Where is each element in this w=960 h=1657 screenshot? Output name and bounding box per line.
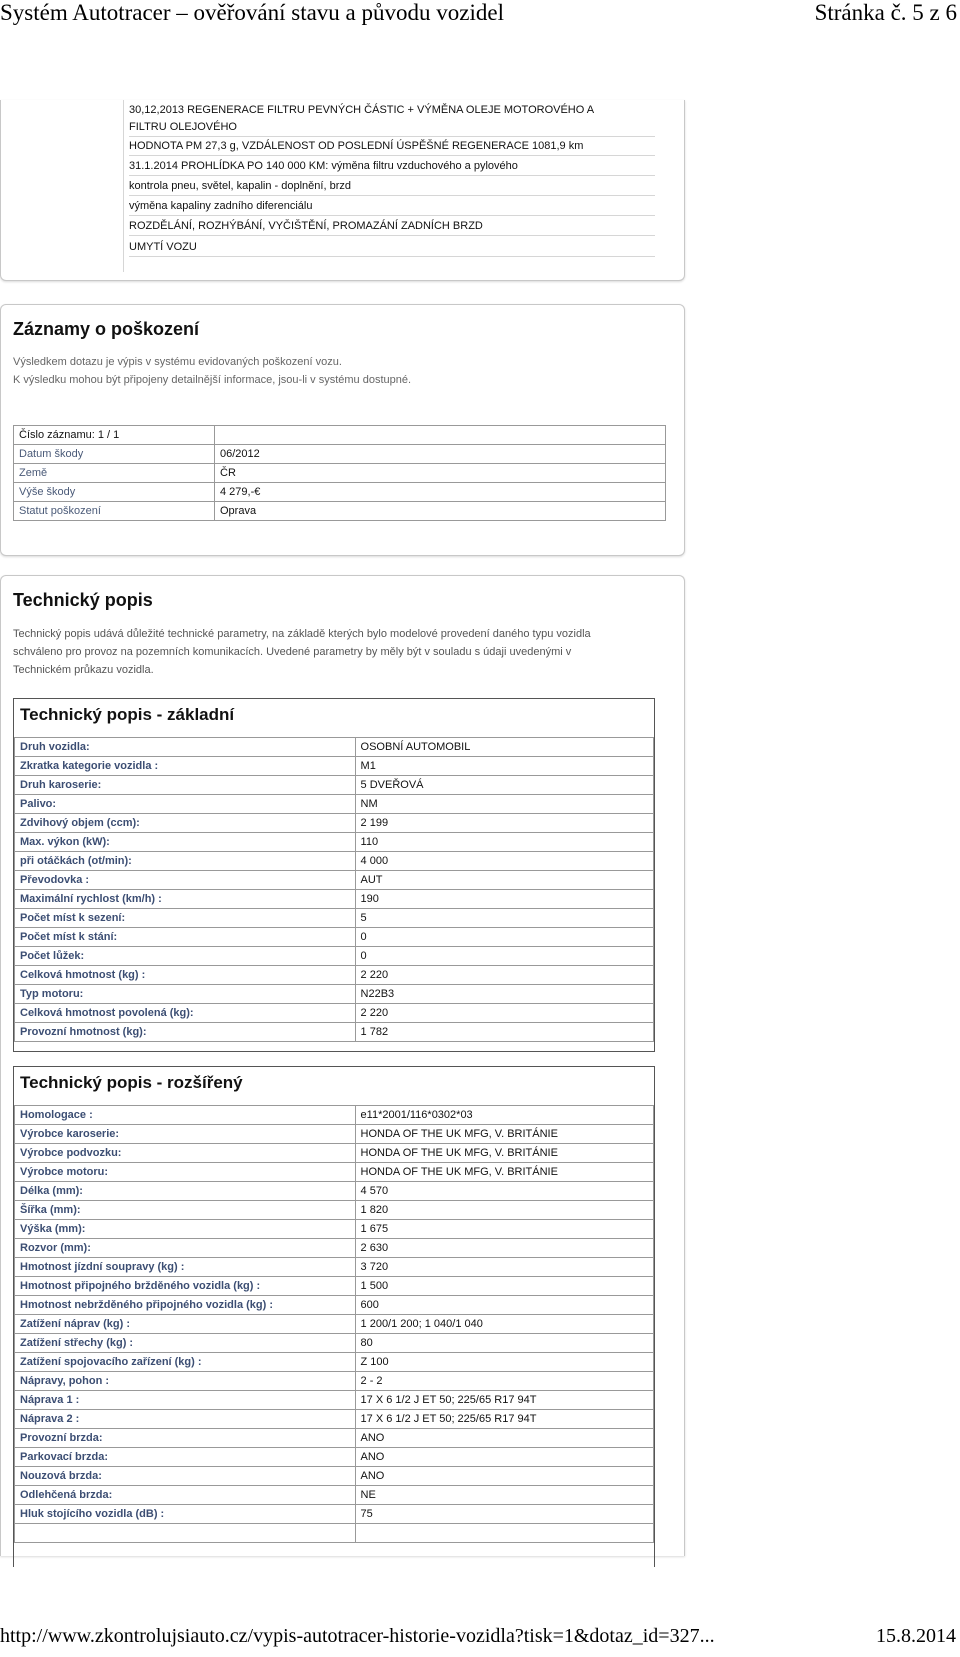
field-label: Parkovací brzda: bbox=[15, 1448, 356, 1467]
field-value: HONDA OF THE UK MFG, V. BRITÁNIE bbox=[355, 1144, 653, 1163]
damage-description: Výsledkem dotazu je výpis v systému evidovaných poškození vozu. bbox=[13, 356, 342, 368]
table-row: Země ČR bbox=[14, 464, 666, 483]
field-label: Hmotnost jízdní soupravy (kg) : bbox=[15, 1258, 356, 1277]
field-label: Druh karoserie: bbox=[15, 776, 356, 795]
field-label: Typ motoru: bbox=[15, 985, 356, 1004]
field-label: Nápravy, pohon : bbox=[15, 1372, 356, 1391]
field-label: Zkratka kategorie vozidla : bbox=[15, 757, 356, 776]
field-value: 1 200/1 200; 1 040/1 040 bbox=[355, 1315, 653, 1334]
field-value: 0 bbox=[355, 947, 653, 966]
field-value: OSOBNÍ AUTOMOBIL bbox=[355, 738, 653, 757]
service-records-grid bbox=[1, 100, 655, 272]
table-row bbox=[15, 1315, 654, 1334]
field-label: Hmotnost nebržděného připojného vozidla (kg) : bbox=[15, 1296, 356, 1315]
service-row: výměna kapaliny zadního diferenciálu bbox=[129, 198, 655, 216]
table-row bbox=[15, 1182, 654, 1201]
field-value: Z 100 bbox=[355, 1353, 653, 1372]
service-row: kontrola pneu, světel, kapalin - doplnění, brzd bbox=[129, 178, 655, 196]
field-value: AUT bbox=[355, 871, 653, 890]
field-value: 17 X 6 1/2 J ET 50; 225/65 R17 94T bbox=[355, 1391, 653, 1410]
table-row bbox=[15, 1220, 654, 1239]
field-label: Zatížení náprav (kg) : bbox=[15, 1315, 356, 1334]
table-row bbox=[15, 1353, 654, 1372]
service-row: FILTRU OLEJOVÉHO bbox=[129, 119, 655, 137]
technical-extended-table bbox=[14, 1105, 654, 1543]
field-value: 75 bbox=[355, 1505, 653, 1524]
field-label: Odlehčená brzda: bbox=[15, 1486, 356, 1505]
table-row bbox=[15, 1334, 654, 1353]
technical-basic-title: Technický popis - základní bbox=[20, 705, 235, 724]
field-value: 2 199 bbox=[355, 814, 653, 833]
table-row bbox=[15, 890, 654, 909]
table-row bbox=[15, 738, 654, 757]
technical-extended-box bbox=[13, 1066, 655, 1567]
field-value: N22B3 bbox=[355, 985, 653, 1004]
footer-url: http://www.zkontrolujsiauto.cz/vypis-autotracer-historie-vozidla?tisk=1&dotaz_id=327... bbox=[0, 1625, 715, 1647]
service-records-panel bbox=[0, 100, 685, 281]
service-row: 31.1.2014 PROHLÍDKA PO 140 000 KM: výměna filtru vzduchového a pylového bbox=[129, 158, 655, 176]
field-value: ANO bbox=[355, 1448, 653, 1467]
field-label: Hmotnost připojného bržděného vozidla (kg) : bbox=[15, 1277, 356, 1296]
field-value: 1 500 bbox=[355, 1277, 653, 1296]
field-label: Počet lůžek: bbox=[15, 947, 356, 966]
field-value: 3 720 bbox=[355, 1258, 653, 1277]
technical-panel bbox=[0, 575, 685, 1556]
field-label: Výška (mm): bbox=[15, 1220, 356, 1239]
field-value: 17 X 6 1/2 J ET 50; 225/65 R17 94T bbox=[355, 1410, 653, 1429]
document-title: Systém Autotracer – ověřování stavu a původu vozidel bbox=[0, 0, 504, 25]
field-label: Zatížení střechy (kg) : bbox=[15, 1334, 356, 1353]
field-label: Hluk stojícího vozidla (dB) : bbox=[15, 1505, 356, 1524]
table-row bbox=[15, 1163, 654, 1182]
table-row bbox=[15, 1125, 654, 1144]
table-row bbox=[15, 1277, 654, 1296]
field-label: Palivo: bbox=[15, 795, 356, 814]
field-label: Max. výkon (kW): bbox=[15, 833, 356, 852]
footer-date: 15.8.2014 bbox=[876, 1625, 956, 1647]
field-value: 5 bbox=[355, 909, 653, 928]
field-value: 190 bbox=[355, 890, 653, 909]
field-value: 4 000 bbox=[355, 852, 653, 871]
technical-heading: Technický popis bbox=[13, 590, 153, 610]
field-label: při otáčkách (ot/min): bbox=[15, 852, 356, 871]
table-row: Výše škody 4 279,-€ bbox=[14, 483, 666, 502]
technical-basic-table bbox=[14, 737, 654, 1042]
field-value: NE bbox=[355, 1486, 653, 1505]
damage-heading: Záznamy o poškození bbox=[13, 319, 200, 339]
field-label: Převodovka : bbox=[15, 871, 356, 890]
table-row bbox=[15, 1391, 654, 1410]
table-row bbox=[15, 909, 654, 928]
table-row bbox=[15, 1258, 654, 1277]
table-row bbox=[15, 871, 654, 890]
table-row bbox=[15, 928, 654, 947]
page-footer bbox=[0, 1625, 960, 1655]
field-value: 1 675 bbox=[355, 1220, 653, 1239]
field-value: 0 bbox=[355, 928, 653, 947]
damage-description-detail: K výsledku mohou být připojeny detailnější informace, jsou-li v systému dostupné. bbox=[13, 374, 412, 386]
table-row bbox=[15, 833, 654, 852]
field-label: Výrobce motoru: bbox=[15, 1163, 356, 1182]
field-label: Výrobce karoserie: bbox=[15, 1125, 356, 1144]
field-label: Náprava 2 : bbox=[15, 1410, 356, 1429]
table-row bbox=[15, 814, 654, 833]
table-row bbox=[15, 1467, 654, 1486]
field-value: ANO bbox=[355, 1429, 653, 1448]
field-label: Provozní hmotnost (kg): bbox=[15, 1023, 356, 1042]
field-value: 2 220 bbox=[355, 966, 653, 985]
service-row: ROZDĚLÁNÍ, ROZHÝBÁNÍ, VYČIŠTĚNÍ, PROMAZÁNÍ ZADNÍCH BRZD bbox=[129, 218, 655, 236]
field-label: Délka (mm): bbox=[15, 1182, 356, 1201]
field-value: NM bbox=[355, 795, 653, 814]
table-row bbox=[15, 1004, 654, 1023]
table-row bbox=[15, 1410, 654, 1429]
technical-description: Technickém průkazu vozidla. bbox=[13, 664, 154, 676]
field-label: Nouzová brzda: bbox=[15, 1467, 356, 1486]
table-row bbox=[15, 852, 654, 871]
field-value: HONDA OF THE UK MFG, V. BRITÁNIE bbox=[355, 1163, 653, 1182]
table-row: Statut poškození Oprava bbox=[14, 502, 666, 521]
table-row bbox=[15, 1106, 654, 1125]
field-value: HONDA OF THE UK MFG, V. BRITÁNIE bbox=[355, 1125, 653, 1144]
damage-record-table bbox=[13, 425, 666, 521]
field-label: Počet míst k stání: bbox=[15, 928, 356, 947]
field-value: 600 bbox=[355, 1296, 653, 1315]
field-label: Maximální rychlost (km/h) : bbox=[15, 890, 356, 909]
field-label: Počet míst k sezení: bbox=[15, 909, 356, 928]
page-header bbox=[0, 0, 960, 30]
field-label: Druh vozidla: bbox=[15, 738, 356, 757]
field-value: 1 820 bbox=[355, 1201, 653, 1220]
table-row bbox=[14, 426, 666, 445]
table-row bbox=[15, 966, 654, 985]
page-number: Stránka č. 5 z 6 bbox=[814, 0, 957, 25]
table-row bbox=[15, 985, 654, 1004]
service-date-column bbox=[1, 100, 124, 272]
table-row bbox=[15, 1486, 654, 1505]
field-value: 1 782 bbox=[355, 1023, 653, 1042]
field-value: 2 - 2 bbox=[355, 1372, 653, 1391]
technical-basic-box bbox=[13, 698, 655, 1052]
field-label: Homologace : bbox=[15, 1106, 356, 1125]
field-value: 4 570 bbox=[355, 1182, 653, 1201]
table-row bbox=[15, 1023, 654, 1042]
field-value: 80 bbox=[355, 1334, 653, 1353]
technical-extended-title: Technický popis - rozšířený bbox=[20, 1073, 243, 1092]
table-row bbox=[15, 776, 654, 795]
field-value: e11*2001/116*0302*03 bbox=[355, 1106, 653, 1125]
field-label: Celková hmotnost (kg) : bbox=[15, 966, 356, 985]
record-number: Číslo záznamu: 1 / 1 bbox=[14, 426, 215, 445]
table-row bbox=[15, 947, 654, 966]
table-row: Datum škody 06/2012 bbox=[14, 445, 666, 464]
table-row bbox=[15, 1448, 654, 1467]
service-row: 30,12,2013 REGENERACE FILTRU PEVNÝCH ČÁSTIC + VÝMĚNA OLEJE MOTOROVÉHO A bbox=[129, 104, 595, 116]
field-label: Rozvor (mm): bbox=[15, 1239, 356, 1258]
table-row bbox=[15, 1144, 654, 1163]
technical-description: schváleno pro provoz na pozemních komunikacích. Uvedené parametry by měly být v souladu s údaji uvedenými v bbox=[13, 646, 572, 658]
table-row bbox=[15, 1239, 654, 1258]
table-row bbox=[15, 1429, 654, 1448]
service-row: HODNOTA PM 27,3 g, VZDÁLENOST OD POSLEDNÍ ÚSPĚŠNÉ REGENERACE 1081,9 km bbox=[129, 138, 655, 156]
field-label: Náprava 1 : bbox=[15, 1391, 356, 1410]
table-row bbox=[15, 1372, 654, 1391]
field-value: 110 bbox=[355, 833, 653, 852]
service-row: UMYTÍ VOZU bbox=[129, 239, 655, 257]
field-value: 5 DVEŘOVÁ bbox=[355, 776, 653, 795]
field-value: 2 630 bbox=[355, 1239, 653, 1258]
field-value: M1 bbox=[355, 757, 653, 776]
technical-description: Technický popis udává důležité technické parametry, na základě kterých bylo modelové provedení daného typu vozidla bbox=[13, 628, 591, 640]
field-label: Zdvihový objem (ccm): bbox=[15, 814, 356, 833]
table-row bbox=[15, 1296, 654, 1315]
damage-records-panel bbox=[0, 304, 685, 556]
field-value: 2 220 bbox=[355, 1004, 653, 1023]
table-row bbox=[15, 795, 654, 814]
table-row bbox=[15, 1505, 654, 1524]
field-value: ANO bbox=[355, 1467, 653, 1486]
field-label: Šířka (mm): bbox=[15, 1201, 356, 1220]
table-row bbox=[15, 1201, 654, 1220]
table-row bbox=[15, 757, 654, 776]
field-label: Výrobce podvozku: bbox=[15, 1144, 356, 1163]
field-label: Zatížení spojovacího zařízení (kg) : bbox=[15, 1353, 356, 1372]
field-label: Provozní brzda: bbox=[15, 1429, 356, 1448]
table-row bbox=[15, 1524, 654, 1543]
field-label: Celková hmotnost povolená (kg): bbox=[15, 1004, 356, 1023]
